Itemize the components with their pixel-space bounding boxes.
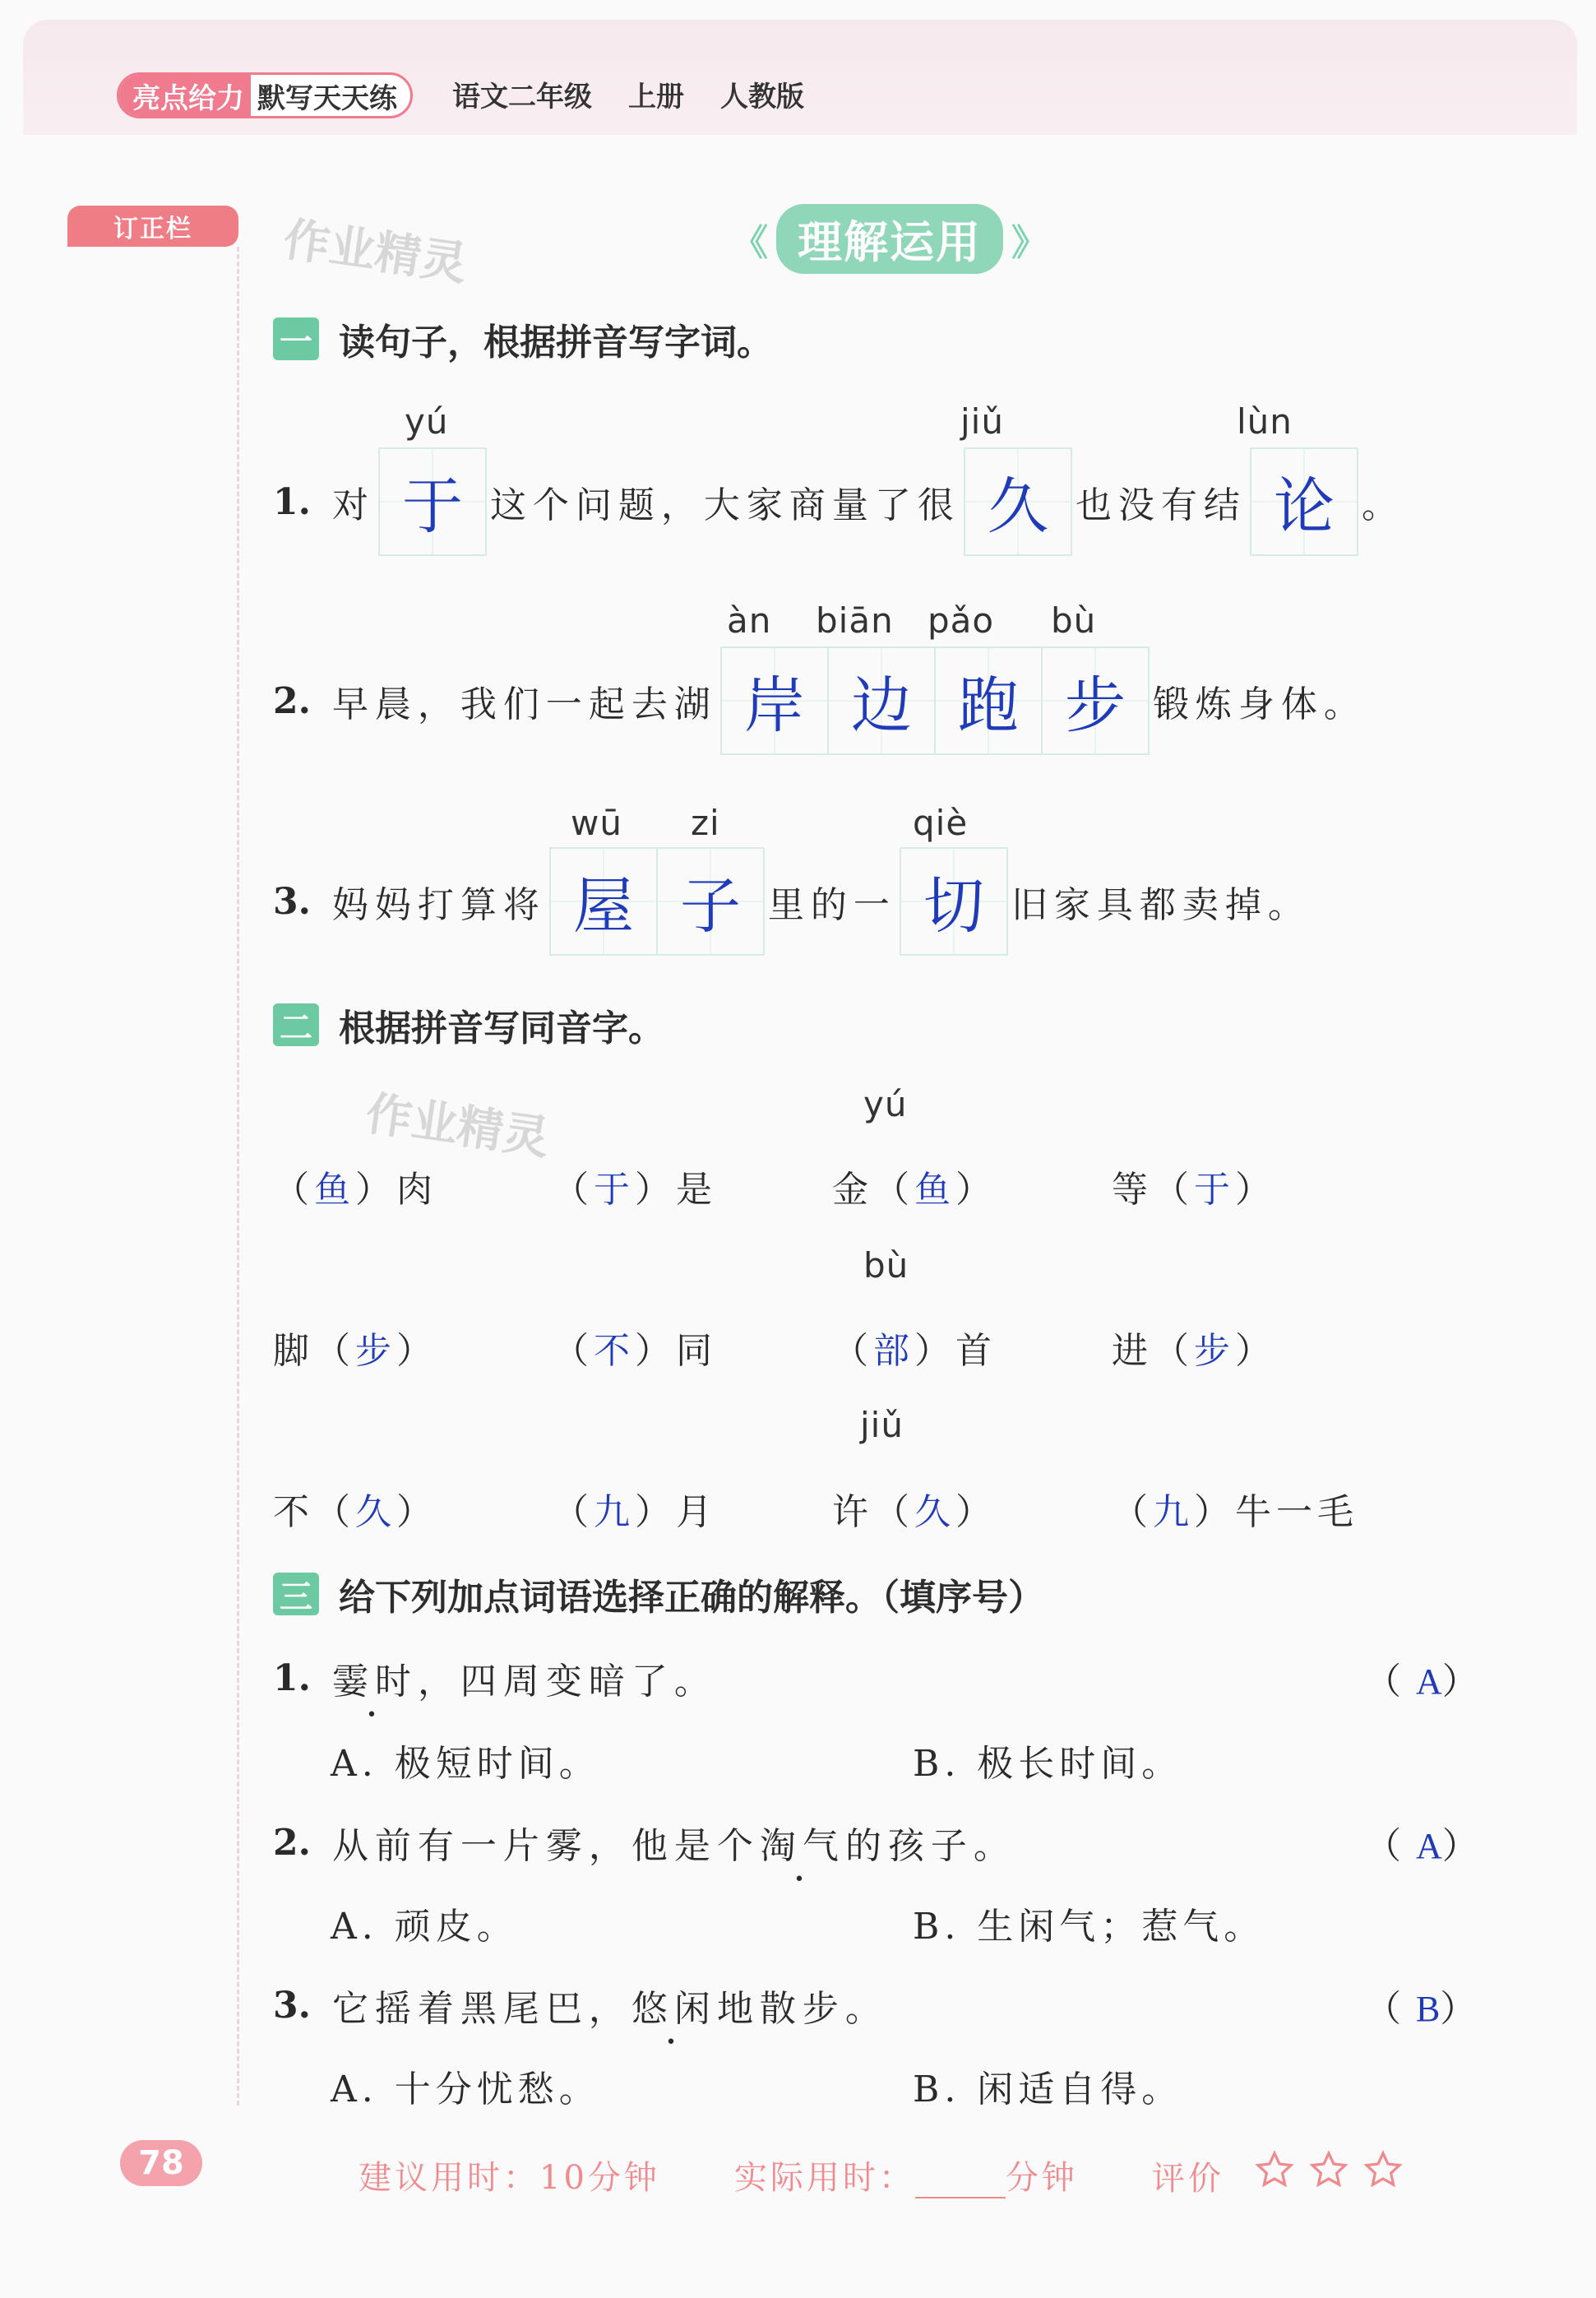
homophone-cell: 脚（步）	[273, 1330, 437, 1372]
chevron-left-icon: 《	[732, 221, 768, 264]
question-title: 给下列加点词语选择正确的解释。（填序号）	[339, 1577, 1044, 1619]
option-a: A. 顽皮。	[331, 1906, 518, 1948]
homophone-cell: （九）月	[553, 1491, 717, 1533]
subject-label: 语文二年级	[452, 81, 592, 114]
answer-box[interactable]: 于	[378, 447, 487, 556]
answer-fill[interactable]: A	[1416, 1826, 1442, 1866]
sentence-row	[273, 847, 1311, 956]
answer-fill[interactable]: 久	[355, 1491, 396, 1533]
answer-fill[interactable]: 九	[594, 1491, 635, 1533]
pinyin: bù	[1051, 600, 1097, 641]
question-number: 一	[273, 317, 319, 360]
option-b: B. 闲适自得。	[913, 2069, 1183, 2110]
question-1-header	[273, 313, 773, 365]
pinyin: biān	[816, 600, 894, 641]
homophone-cell: （部）首	[832, 1330, 997, 1372]
sentence-text: 。	[1361, 484, 1404, 526]
sentence-text: 对	[331, 484, 375, 526]
homophone-cell: （九）牛一毛	[1112, 1491, 1358, 1533]
answer-fill[interactable]: 于	[1194, 1169, 1235, 1211]
homophone-cell: （鱼）肉	[273, 1169, 437, 1211]
suggested-time: 建议用时：10分钟	[359, 2158, 660, 2197]
pinyin: àn	[727, 600, 772, 641]
header-meta	[452, 74, 804, 114]
pinyin: yú	[405, 401, 449, 442]
item-number: 3.	[273, 880, 311, 923]
dotted-word: 霎时 •	[332, 1652, 418, 1704]
item-number: 2.	[273, 1821, 311, 1864]
correction-tab: 订正栏	[67, 206, 238, 247]
item-number: 3.	[273, 1984, 311, 2027]
brand-left: 亮点给力	[119, 75, 251, 116]
homophone-cell: 许（久）	[832, 1491, 997, 1533]
page-number: 78	[120, 2140, 202, 2186]
option-a: A. 极短时间。	[331, 1743, 600, 1785]
answer-fill[interactable]: 久	[914, 1491, 955, 1533]
item-number: 1.	[273, 1656, 311, 1699]
answer-fill[interactable]: B	[1416, 1989, 1441, 2029]
question-2-header	[273, 998, 664, 1051]
answer-fill[interactable]: 鱼	[914, 1169, 955, 1211]
choice-question: 1. 霎时 • ，四周变暗了。	[273, 1652, 717, 1704]
question-number: 二	[273, 1003, 319, 1046]
pinyin: qiè	[913, 803, 969, 843]
footer	[359, 2150, 1403, 2199]
section-title: 理解运用	[776, 204, 1003, 274]
homophone-cell: 不（久）	[273, 1491, 437, 1533]
answer-box[interactable]: 论	[1250, 447, 1358, 556]
answer-bracket: （B）	[1365, 1988, 1492, 2030]
sentence-text: 这个问题，大家商量了很	[489, 484, 960, 526]
answer-box[interactable]: 边	[827, 646, 936, 755]
star-icon[interactable]	[1309, 2150, 1349, 2189]
pinyin: jiǔ	[960, 401, 1004, 442]
actual-time: 实际用时： 分钟	[733, 2158, 1078, 2197]
homophone-cell: 等（于）	[1112, 1169, 1276, 1211]
answer-fill[interactable]: 部	[873, 1330, 914, 1372]
answer-bracket: （A）	[1365, 1661, 1493, 1703]
star-icon[interactable]	[1255, 2150, 1294, 2189]
answer-box[interactable]: 子	[656, 847, 765, 956]
margin-divider	[237, 247, 239, 2106]
options-row	[331, 2059, 1495, 2112]
sentence-text: 旧家具都卖掉。	[1011, 884, 1311, 926]
pinyin: bù	[863, 1245, 909, 1286]
option-b: B. 生闲气；惹气。	[913, 1906, 1265, 1948]
actual-time-blank[interactable]	[915, 2171, 1006, 2198]
brand-badge	[117, 72, 413, 118]
dotted-word: 悠闲 •	[631, 1979, 717, 2032]
answer-fill[interactable]: 鱼	[314, 1169, 355, 1211]
choice-question: 3. 它摇着黑尾巴， 悠闲 • 地散步。	[273, 1979, 888, 2032]
sentence-text: 锻炼身体。	[1152, 683, 1367, 725]
options-row	[331, 1734, 1495, 1786]
answer-box[interactable]: 切	[900, 847, 1008, 956]
homophone-cell: 进（步）	[1112, 1330, 1276, 1372]
answer-fill[interactable]: 步	[1194, 1330, 1235, 1372]
answer-box[interactable]: 步	[1041, 646, 1150, 755]
choice-question: 2. 从前有一片雾，他是个 淘气 • 的孩子。	[273, 1816, 1016, 1869]
answer-fill[interactable]: 步	[355, 1330, 396, 1372]
item-number: 2.	[273, 679, 311, 722]
answer-fill[interactable]: 于	[594, 1169, 635, 1211]
edition-label: 人教版	[720, 81, 804, 114]
homophone-cell: 金（鱼）	[832, 1169, 997, 1211]
sentence-row	[273, 646, 1367, 755]
question-title: 读句子，根据拼音写字词。	[339, 322, 773, 364]
options-row	[331, 1897, 1495, 1949]
option-a: A. 十分忧愁。	[331, 2069, 600, 2110]
sentence-text: 里的一	[767, 884, 896, 926]
homophone-cell: （于）是	[553, 1169, 717, 1211]
volume-label: 上册	[628, 81, 684, 114]
answer-bracket: （A）	[1365, 1825, 1493, 1867]
watermark: 作业精灵	[280, 212, 470, 292]
answer-box[interactable]: 久	[964, 447, 1072, 556]
pinyin: lùn	[1237, 401, 1293, 442]
homophone-row	[273, 1482, 1391, 1535]
sentence-row	[273, 447, 1404, 556]
question-3-header	[273, 1568, 1044, 1620]
pinyin: yú	[863, 1084, 908, 1124]
sentence-text: 早晨，我们一起去湖	[331, 683, 717, 725]
pinyin: wū	[571, 803, 622, 843]
option-b: B. 极长时间。	[913, 1743, 1183, 1785]
answer-fill[interactable]: 不	[594, 1330, 635, 1372]
pinyin: jiǔ	[860, 1405, 904, 1445]
star-icon[interactable]	[1363, 2150, 1403, 2189]
chevron-right-icon: 》	[1011, 221, 1048, 264]
dotted-word: 淘气 •	[760, 1816, 845, 1869]
item-number: 1.	[273, 480, 311, 523]
homophone-cell: （不）同	[553, 1330, 717, 1372]
question-number: 三	[273, 1573, 319, 1615]
answer-box[interactable]: 跑	[934, 646, 1043, 755]
homophone-row	[273, 1321, 1391, 1374]
sentence-text: 也没有结	[1075, 484, 1247, 526]
question-title: 根据拼音写同音字。	[339, 1008, 664, 1049]
pinyin: zi	[691, 803, 720, 843]
answer-fill[interactable]: A	[1416, 1661, 1442, 1702]
watermark: 作业精灵	[362, 1086, 553, 1166]
brand-right: 默写天天练	[257, 81, 397, 115]
answer-fill[interactable]: 九	[1153, 1491, 1194, 1533]
answer-box[interactable]: 屋	[549, 847, 658, 956]
homophone-row	[273, 1160, 1391, 1212]
section-header	[732, 204, 1048, 274]
sentence-text: 妈妈打算将	[331, 884, 546, 926]
pinyin: pǎo	[928, 600, 995, 641]
answer-box[interactable]: 岸	[720, 646, 829, 755]
rating: 评价	[1152, 2150, 1403, 2199]
